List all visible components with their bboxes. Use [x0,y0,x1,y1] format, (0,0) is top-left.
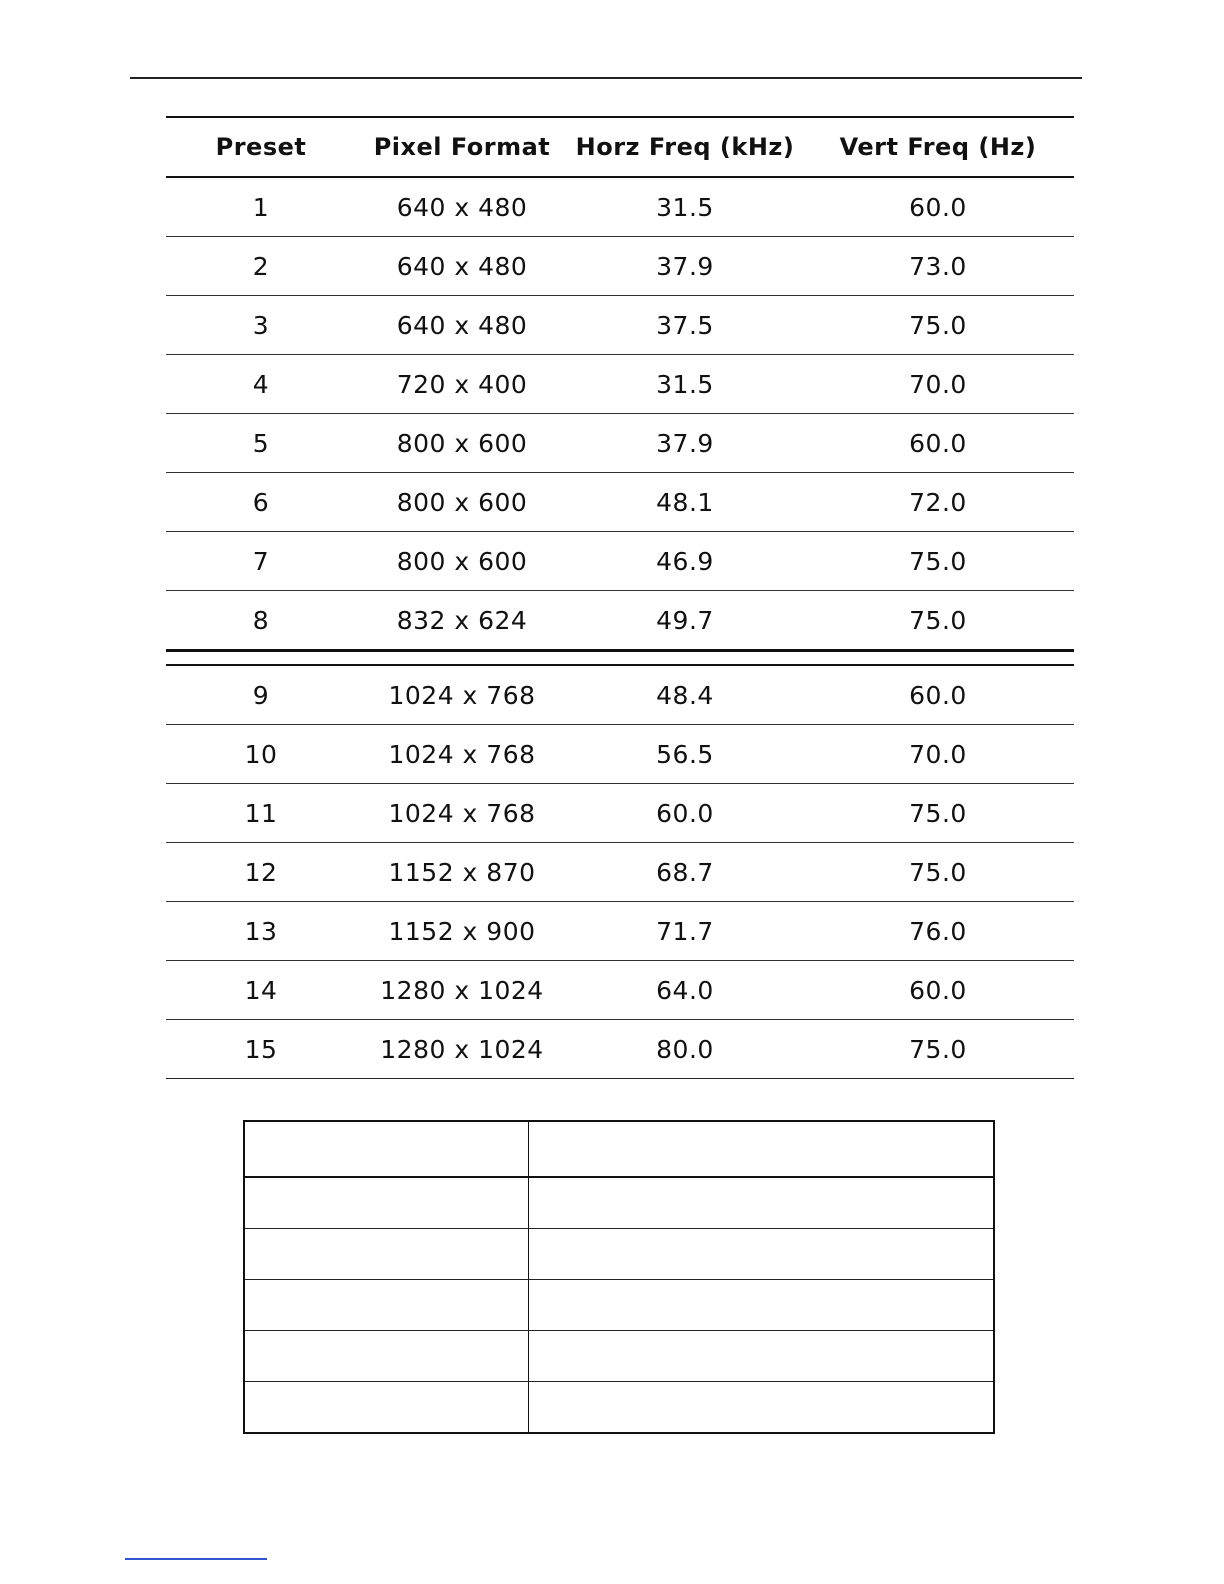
cell-pixel-format: 1152 x 900 [388,916,536,946]
cell-horz-freq: 68.7 [656,857,714,887]
header-rule [130,77,1082,79]
cell-horz-freq: 37.5 [656,310,714,340]
cell-preset: 5 [252,428,270,458]
cell-preset: 15 [244,1034,278,1064]
cell-horz-freq: 46.9 [656,546,714,576]
cell-preset: 2 [252,251,270,281]
cell-horz-freq: 31.5 [656,192,714,222]
cell-pixel-format: 1280 x 1024 [380,1034,544,1064]
table-row [166,237,1074,296]
header-horz-freq: Horz Freq (kHz) [575,133,795,161]
grid-row [245,1280,993,1331]
cell-horz-freq: 60.0 [656,798,714,828]
table-row [166,784,1074,843]
grid-cell [529,1382,993,1432]
grid-row [245,1229,993,1280]
cell-vert-freq: 70.0 [909,369,967,399]
cell-vert-freq: 75.0 [909,857,967,887]
cell-pixel-format: 800 x 600 [396,487,528,517]
cell-horz-freq: 80.0 [656,1034,714,1064]
cell-preset: 4 [252,369,270,399]
header-pixel-format: Pixel Format [373,133,551,161]
cell-horz-freq: 56.5 [656,739,714,769]
cell-vert-freq: 60.0 [909,192,967,222]
cell-vert-freq: 75.0 [909,605,967,635]
cell-preset: 10 [244,739,278,769]
cell-pixel-format: 640 x 480 [396,251,528,281]
cell-pixel-format: 720 x 400 [396,369,528,399]
grid-cell [245,1122,529,1176]
cell-vert-freq: 73.0 [909,251,967,281]
table-row [166,178,1074,237]
cell-vert-freq: 72.0 [909,487,967,517]
cell-horz-freq: 48.1 [656,487,714,517]
cell-pixel-format: 1024 x 768 [388,739,536,769]
cell-vert-freq: 60.0 [909,975,967,1005]
cell-pixel-format: 1152 x 870 [388,857,536,887]
table-body-group-a [166,178,1074,649]
table-body-group-b [166,666,1074,1079]
header-preset: Preset [215,133,307,161]
cell-vert-freq: 60.0 [909,428,967,458]
header-vert-freq: Vert Freq (Hz) [839,133,1037,161]
cell-preset: 7 [252,546,270,576]
cell-vert-freq: 75.0 [909,546,967,576]
cell-pixel-format: 1024 x 768 [388,798,536,828]
table-row [166,414,1074,473]
cell-vert-freq: 75.0 [909,310,967,340]
cell-pixel-format: 640 x 480 [396,192,528,222]
cell-horz-freq: 37.9 [656,251,714,281]
grid-cell [245,1331,529,1381]
footnote-rule [125,1558,267,1560]
grid-cell [245,1280,529,1330]
group-divider [166,649,1074,666]
cell-vert-freq: 75.0 [909,798,967,828]
table-row [166,666,1074,725]
cell-preset: 13 [244,916,278,946]
table-row [166,725,1074,784]
cell-pixel-format: 800 x 600 [396,546,528,576]
grid-row [245,1178,993,1229]
cell-vert-freq: 75.0 [909,1034,967,1064]
cell-preset: 3 [252,310,270,340]
cell-horz-freq: 64.0 [656,975,714,1005]
grid-cell [529,1122,993,1176]
grid-row [245,1331,993,1382]
cell-vert-freq: 60.0 [909,680,967,710]
cell-preset: 1 [252,192,270,222]
cell-preset: 11 [244,798,278,828]
grid-row [245,1382,993,1432]
empty-grid-table [243,1120,995,1434]
table-row [166,843,1074,902]
cell-horz-freq: 31.5 [656,369,714,399]
cell-preset: 14 [244,975,278,1005]
grid-cell [529,1280,993,1330]
cell-horz-freq: 37.9 [656,428,714,458]
table-row [166,532,1074,591]
cell-horz-freq: 48.4 [656,680,714,710]
grid-cell [245,1382,529,1432]
cell-pixel-format: 1280 x 1024 [380,975,544,1005]
cell-pixel-format: 800 x 600 [396,428,528,458]
cell-horz-freq: 71.7 [656,916,714,946]
cell-pixel-format: 832 x 624 [396,605,528,635]
cell-pixel-format: 1024 x 768 [388,680,536,710]
grid-cell [529,1178,993,1228]
cell-pixel-format: 640 x 480 [396,310,528,340]
table-row [166,296,1074,355]
table-header-row [166,118,1074,178]
preset-modes-table [166,116,1074,1079]
table-row [166,902,1074,961]
grid-cell [245,1229,529,1279]
table-row [166,591,1074,649]
table-row [166,355,1074,414]
cell-vert-freq: 76.0 [909,916,967,946]
grid-cell [245,1178,529,1228]
cell-preset: 12 [244,857,278,887]
table-row [166,473,1074,532]
grid-cell [529,1331,993,1381]
cell-preset: 9 [252,680,270,710]
grid-row [245,1122,993,1178]
table-row [166,961,1074,1020]
cell-preset: 8 [252,605,270,635]
cell-horz-freq: 49.7 [656,605,714,635]
cell-vert-freq: 70.0 [909,739,967,769]
cell-preset: 6 [252,487,270,517]
grid-cell [529,1229,993,1279]
table-row [166,1020,1074,1079]
